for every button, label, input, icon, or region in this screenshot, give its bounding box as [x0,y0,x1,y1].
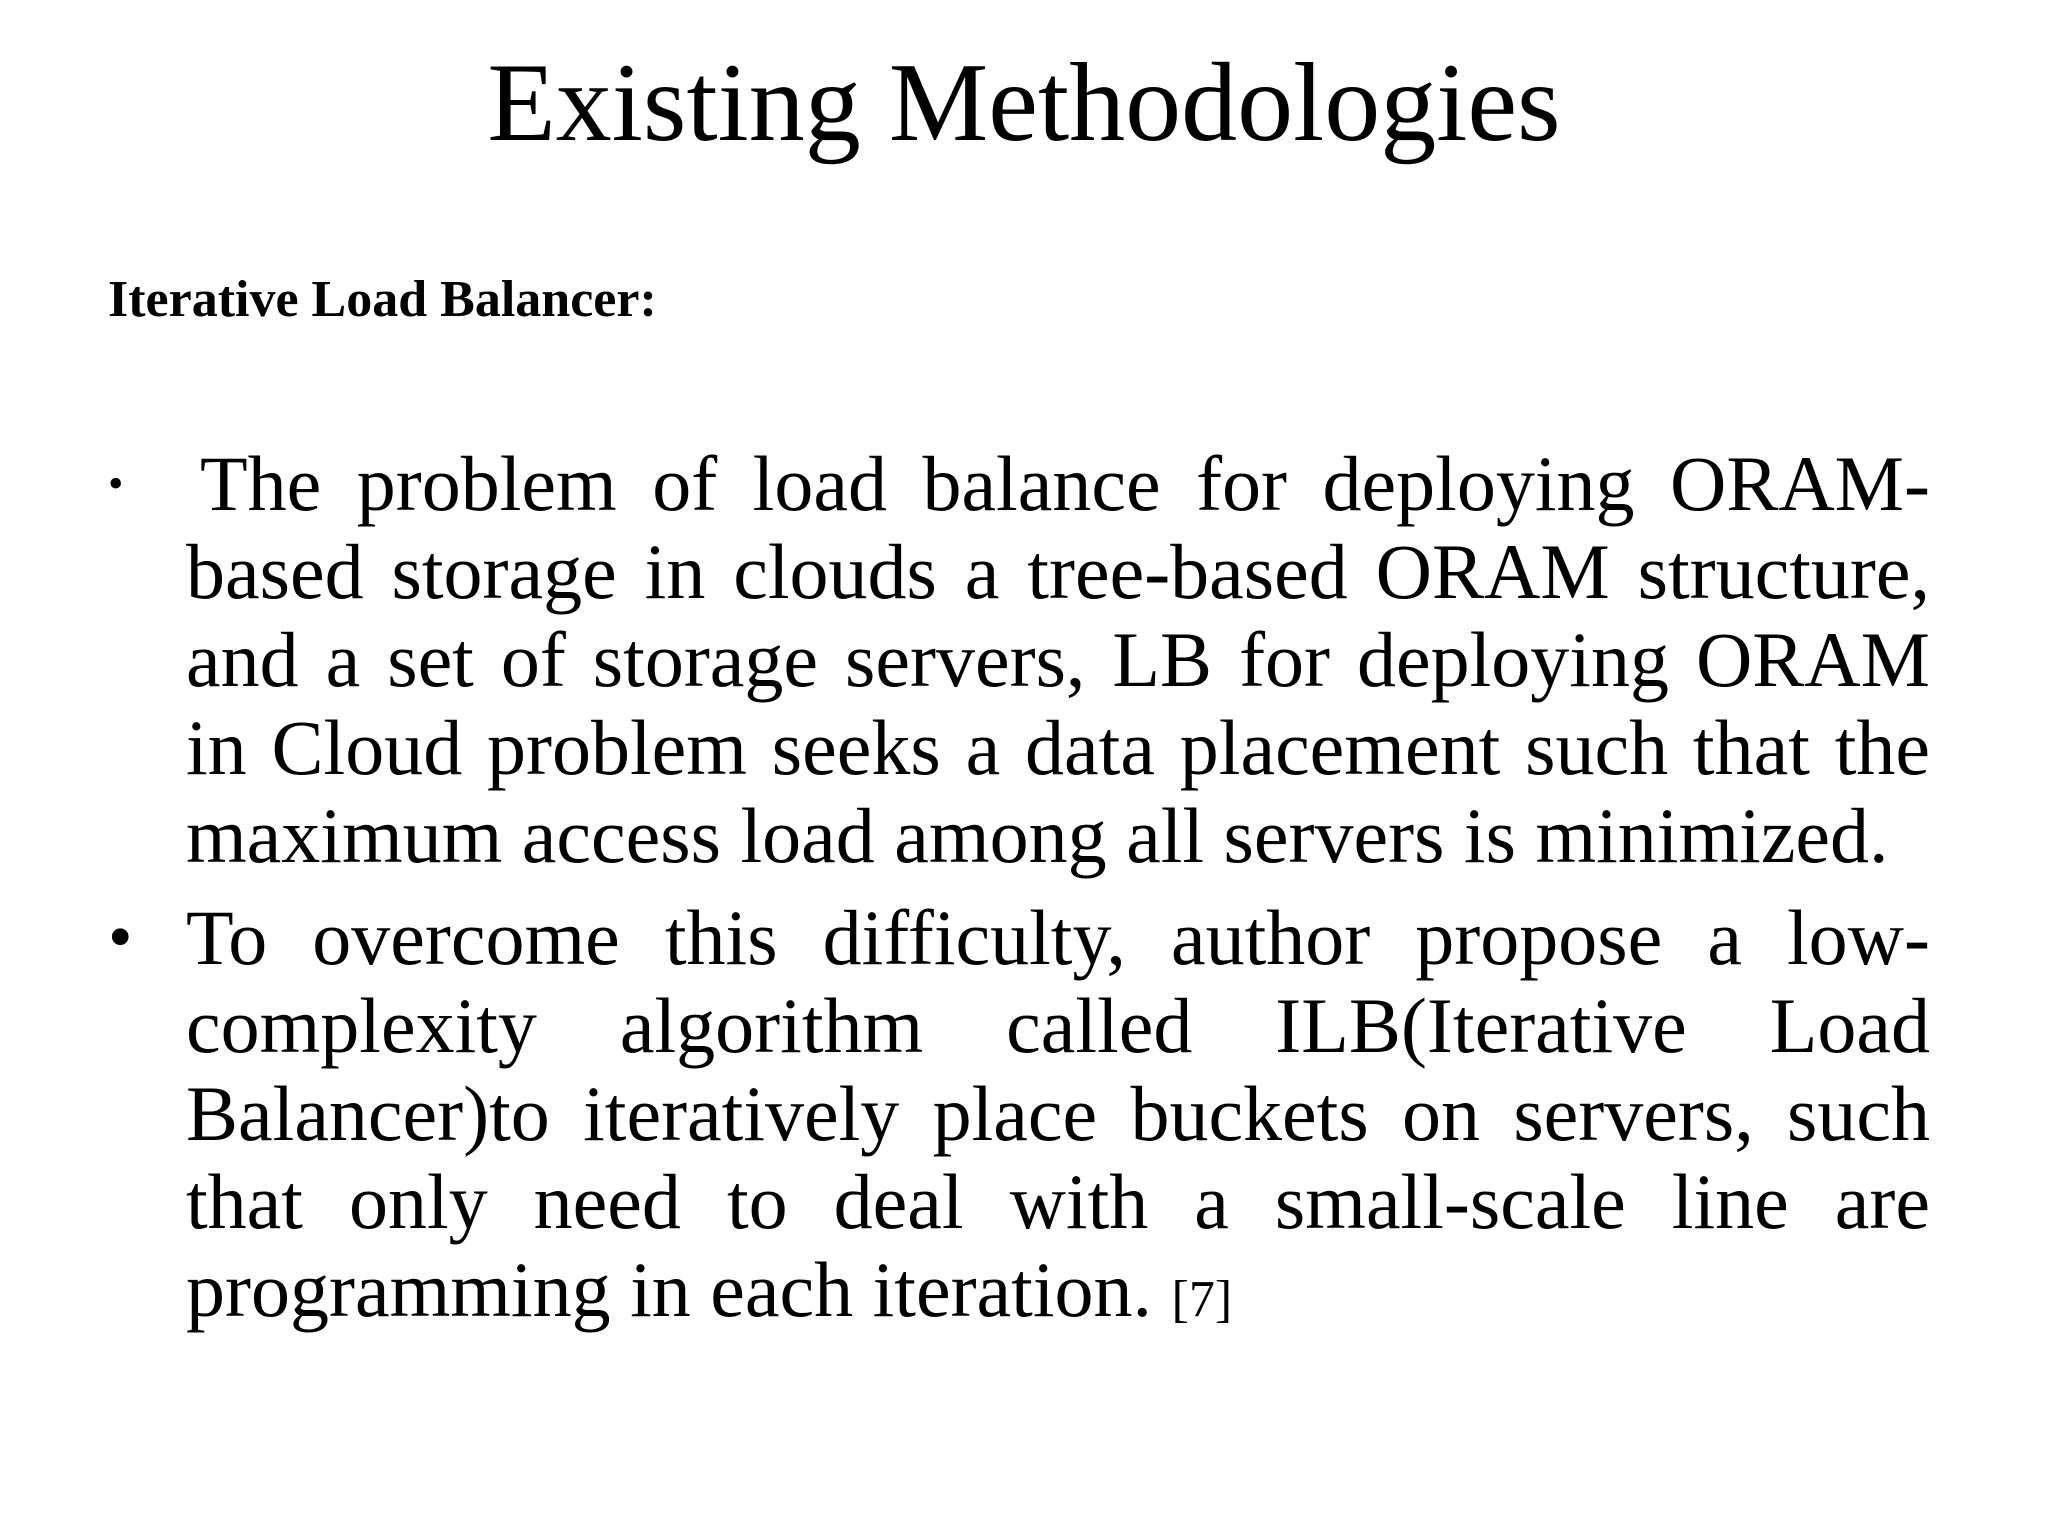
bullet-list [0,440,2048,1344]
slide-title: Existing Methodologies [487,41,1561,165]
bullet-item [0,894,2048,1344]
section-heading: Iterative Load Balancer: [108,271,657,328]
bullet-marker: • [108,459,124,508]
bullet-item [0,440,2048,880]
bullet-text: The problem of load balance for deploying ORAM-based storage in clouds a tree-based ORAM structure, and a set of storage servers, LB for deploying ORAM in Cloud problem seeks a data placement such that the maximum access load among all servers is minimized. [186,440,1930,879]
bullet-body: To overcome this difficulty, author propose a low-complexity algorithm called ILB(Iterative Load Balancer)to iteratively place buckets on servers, such that only need to deal with a small-scale line are programming in each iteration. [186,894,1930,1333]
bullet-marker: • [108,899,133,976]
citation-reference: [7] [1171,1271,1233,1328]
bullet-text [186,894,1930,1344]
